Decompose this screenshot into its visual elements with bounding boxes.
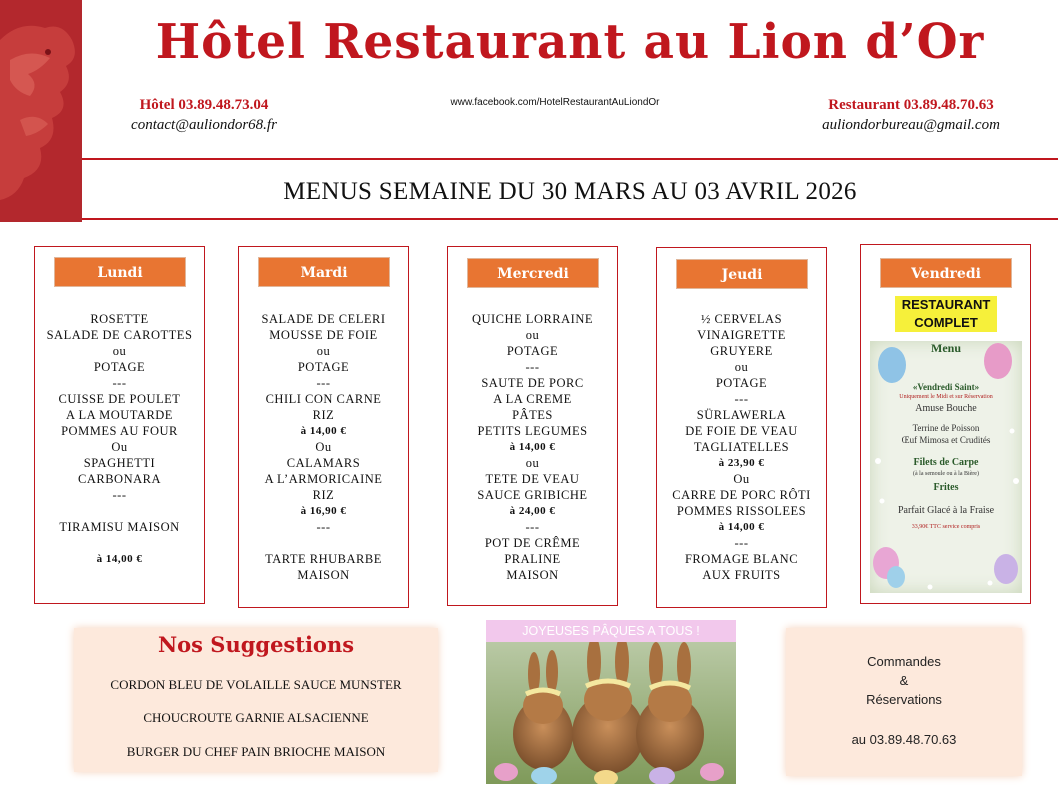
menu-line: SAUTE DE PORC (481, 376, 584, 390)
menu-line: VINAIGRETTE (697, 328, 786, 342)
menu-line: à 16,90 € (300, 505, 347, 517)
bottom-divider (82, 218, 1058, 220)
menu-line: ou (525, 328, 540, 342)
week-title: MENUS SEMAINE DU 30 MARS AU 03 AVRIL 2026 (283, 178, 857, 205)
menu-line: SALADE DE CAROTTES (46, 328, 193, 342)
day-tab-mercredi: Mercredi (467, 258, 599, 288)
menu-line: MOUSSE DE FOIE (269, 328, 378, 342)
menu-line: POTAGE (715, 376, 768, 390)
menu-line: TIRAMISU MAISON (59, 520, 180, 534)
poster-note: Uniquement le Midi et sur Réservation (899, 394, 993, 400)
restaurant-phone: Restaurant 03.89.48.70.63 (828, 97, 994, 113)
suggestion-item: CORDON BLEU DE VOLAILLE SAUCE MUNSTER (110, 677, 402, 692)
poster-price: 33,90€ TTC service compris (911, 524, 981, 530)
day-tab-jeudi: Jeudi (676, 259, 808, 289)
menu-line (239, 535, 408, 551)
hotel-title: Hôtel Restaurant au Lion d’Or (155, 14, 985, 70)
vendredi-saint-poster (870, 341, 1022, 593)
day-tab-vendredi: Vendredi (880, 258, 1012, 288)
easter-bunnies-image (486, 642, 736, 784)
poster-line: Œuf Mimosa et Crudités (901, 435, 991, 445)
orders-panel (786, 628, 1022, 776)
menu-line: à 14,00 € (718, 521, 765, 533)
hotel-phone: Hôtel 03.89.48.73.04 (139, 97, 269, 113)
menu-line: Ou (733, 472, 750, 486)
menu-jeudi (657, 311, 826, 583)
menu-line: ½ CERVELAS (700, 312, 783, 326)
menu-lundi (35, 311, 204, 567)
poster-line: Frites (933, 482, 959, 493)
day-tab-lundi: Lundi (54, 257, 186, 287)
poster-title: Menu (931, 341, 961, 355)
top-divider (82, 158, 1058, 160)
suggestions-panel (74, 628, 438, 772)
day-card-jeudi (656, 247, 827, 608)
menu-line: TETE DE VEAU (485, 472, 580, 486)
orders-line: Réservations (866, 692, 942, 707)
menu-line: CARRE DE PORC RÔTI (672, 488, 811, 502)
menu-line: --- (112, 488, 127, 502)
menu-line: A L’ARMORICAINE (264, 472, 383, 486)
menu-line: à 24,00 € (509, 505, 556, 517)
menu-line: --- (112, 376, 127, 390)
day-card-lundi (34, 246, 205, 604)
menu-line: Ou (111, 440, 128, 454)
menu-line: CUISSE DE POULET (58, 392, 181, 406)
menu-line: TAGLIATELLES (693, 440, 790, 454)
menu-line: QUICHE LORRAINE (471, 312, 594, 326)
menu-line: RIZ (312, 488, 335, 502)
facebook-link[interactable]: www.facebook.com/HotelRestaurantAuLiondOr (450, 97, 660, 108)
day-card-mardi (238, 246, 409, 608)
menu-line: RIZ (312, 408, 335, 422)
hotel-contact (112, 95, 296, 135)
orders-line: Commandes (867, 654, 941, 669)
restaurant-contact (796, 95, 1026, 135)
poster-line: Parfait Glacé à la Fraise (897, 505, 995, 516)
hotel-email[interactable]: contact@auliondor68.fr (131, 117, 277, 133)
menu-line: Ou (315, 440, 332, 454)
easter-banner: JOYEUSES PÂQUES A TOUS ! (486, 620, 736, 642)
menu-line: A LA MOUTARDE (66, 408, 173, 422)
menu-line: ou (112, 344, 127, 358)
poster-subtitle: «Vendredi Saint» (912, 382, 980, 392)
menu-line: POTAGE (93, 360, 146, 374)
menu-line (35, 535, 204, 551)
menu-line: POMMES RISSOLEES (676, 504, 807, 518)
menu-line: --- (525, 520, 540, 534)
menu-line: SALADE DE CELERI (261, 312, 386, 326)
menu-line: SÜRLAWERLA (696, 408, 787, 422)
poster-line: (à la semoule ou à la Bière) (913, 471, 979, 477)
menu-line: POMMES AU FOUR (61, 424, 178, 438)
menu-line: POTAGE (506, 344, 559, 358)
lion-emblem (0, 0, 82, 222)
poster-line: Terrine de Poisson (912, 423, 980, 433)
menu-line: CARBONARA (78, 472, 161, 486)
menu-line: AUX FRUITS (702, 568, 781, 582)
suggestion-item: BURGER DU CHEF PAIN BRIOCHE MAISON (126, 744, 386, 759)
menu-line: ROSETTE (90, 312, 149, 326)
poster-line: Amuse Bouche (915, 403, 977, 414)
poster-line: Filets de Carpe (913, 457, 979, 468)
menu-line: TARTE RHUBARBE (265, 552, 382, 566)
menu-line: FROMAGE BLANC (684, 552, 799, 566)
day-tab-mardi: Mardi (258, 257, 390, 287)
menu-line: --- (316, 376, 331, 390)
menu-line: ou (525, 456, 540, 470)
day-card-mercredi (447, 246, 618, 606)
menu-line: GRUYERE (710, 344, 773, 358)
restaurant-complet-badge: RESTAURANT COMPLET (895, 296, 997, 332)
menu-line: --- (525, 360, 540, 374)
menu-line: SAUCE GRIBICHE (477, 488, 588, 502)
menu-line: MAISON (506, 568, 559, 582)
menu-line: PRALINE (504, 552, 561, 566)
menu-line: à 14,00 € (509, 441, 556, 453)
menu-line: PÂTES (512, 408, 553, 422)
menu-line: --- (734, 536, 749, 550)
menu-line: ou (734, 360, 749, 374)
menu-mercredi (448, 311, 617, 583)
menu-line: DE FOIE DE VEAU (685, 424, 798, 438)
orders-line: & (899, 673, 909, 688)
menu-line: à 14,00 € (96, 553, 143, 565)
menu-line: SPAGHETTI (83, 456, 156, 470)
menu-line: --- (734, 392, 749, 406)
suggestion-item: CHOUCROUTE GARNIE ALSACIENNE (143, 710, 369, 725)
menu-line: MAISON (297, 568, 350, 582)
restaurant-email[interactable]: auliondorbureau@gmail.com (822, 117, 1000, 133)
menu-line: CALAMARS (286, 456, 361, 470)
menu-line (35, 503, 204, 519)
menu-line: A LA CREME (493, 392, 572, 406)
menu-line: à 23,90 € (718, 457, 765, 469)
orders-phone[interactable]: au 03.89.48.70.63 (851, 732, 957, 747)
menu-line: ou (316, 344, 331, 358)
menu-line: POTAGE (297, 360, 350, 374)
menu-line: CHILI CON CARNE (265, 392, 382, 406)
menu-line: --- (316, 520, 331, 534)
menu-line: POT DE CRÊME (484, 536, 581, 550)
menu-line: à 14,00 € (300, 425, 347, 437)
menu-line: PETITS LEGUMES (477, 424, 588, 438)
menu-mardi (239, 311, 408, 583)
suggestions-title: Nos Suggestions (157, 632, 355, 657)
